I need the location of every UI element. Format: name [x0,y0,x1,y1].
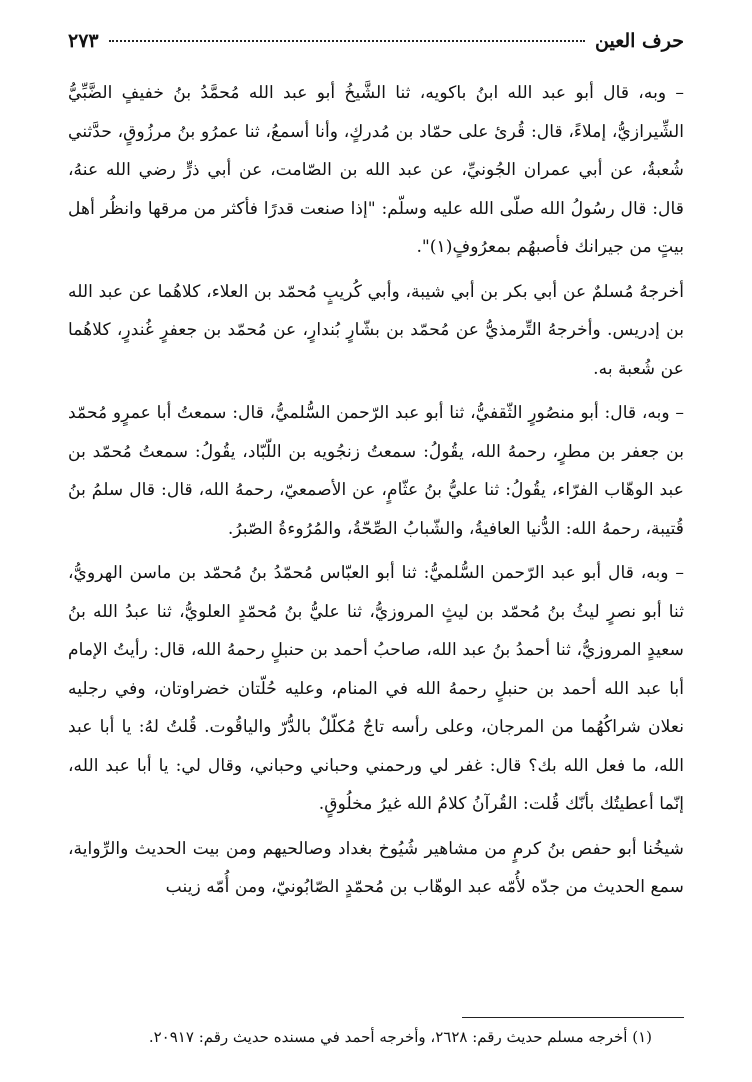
paragraph-takhrij: أخرجهُ مُسلمٌ عن أبي بكر بن أبي شيبة، وأبي كُريبٍ مُحمّد بن العلاء، كلاهُما عن عبد الله بن إدريس. وأخرجهُ التِّرمذيُّ عن مُحمّد بن بشّارٍ بُندارٍ، عن مُحمّد بن جعفرٍ غُندرٍ، كلاهُما عن شُعبة به. [68,281,684,379]
paragraph-athar-2: – وبه، قال: أبو منصُورٍ الثّقفيُّ، ثنا أبو عبد الرّحمن السُّلميُّ، قال: سمعتُ أبا عمرٍو مُحمّد بن جعفر بن مطرٍ، رحمهُ الله، يقُولُ: سمعتُ زنجُويه بن اللّبّاد، يقُولُ: سمعتُ مُحمّد بن عبد الوهّاب الفرّاء، يقُولُ: ثنا عليُّ بنُ عثّامٍ، عن الأصمعيّ، رحمهُ الله، قال: قال سلمُ بنُ قُتيبة، رحمهُ الله: الدُّنيا العافيةُ، والشّبابُ الصِّحّةُ، والمُرُوءةُ الصّبرُ. [68,403,684,539]
body-text [68,74,684,907]
footnote: (١) أخرجه مسلم حديث رقم: ٢٦٢٨، وأخرجه أحمد في مسنده حديث رقم: ٢٠٩١٧. [148,1028,652,1046]
page-number: ٢٧٣ [68,30,99,52]
footnote-separator [462,1017,684,1018]
dotted-leader [109,40,585,42]
paragraph-athar-3: – وبه، قال أبو عبد الرّحمن السُّلميُّ: ثنا أبو العبّاس مُحمّدُ بنُ مُحمّد بن ماسن الهرويُّ، ثنا أبو نصرٍ ليثُ بنُ مُحمّد بن ليثٍ المروزيُّ، ثنا عليُّ بنُ مُحمّدٍ العلويُّ، ثنا عبدُ الله بنُ سعيدٍ المروزيُّ، ثنا أحمدُ بنُ عبد الله، صاحبُ أحمد بن حنبلٍ رحمهُ الله، قال: رأيتُ الإمام أبا عبد الله أحمد بن حنبلٍ رحمهُ الله في المنام، وعليه حُلّتان خضراوتان، وفي رجليه نعلان شراكُهُما من المرجان، وعلى رأسه تاجٌ مُكلّلٌ بالدُّرّ والياقُوت. قُلتُ لهُ: يا أبا عبد الله، ما فعل الله بك؟ قال: غفر لي ورحمني وحباني وحباني، وقال لي: يا أبا عبد الله، إنّما أعطيتُك بأنّك قُلت: القُرآنُ كلامُ الله غيرُ مخلُوقٍ. [68,563,684,814]
running-header [68,30,684,64]
chapter-title: حرف العين [595,30,684,52]
paragraph-hadith-1: – وبه، قال أبو عبد الله ابنُ باكويه، ثنا الشَّيخُ أبو عبد الله مُحمَّدُ بنُ خفيفٍ الضَّبِّيُّ الشِّيرازيُّ، إملاءً، قال: قُرئ على حمّاد بن مُدركٍ، وأنا أسمعُ، ثنا عمرُو بنُ مرزُوقٍ، حدَّثني شُعبةُ، عن أبي عمران الجُونيِّ، عن عبد الله بن الصّامت، عن أبي ذرٍّ رضي الله عنهُ، قال: قال رسُولُ الله صلّى الله عليه وسلّم: "إذا صنعت قدرًا فأكثر من مرقها وانظُر أهل بيتٍ من جيرانك فأصبهُم بمعرُوفٍ(١)". [68,83,684,257]
paragraph-biography: شيخُنا أبو حفص بنُ كرمٍ من مشاهير شُيُوخ بغداد وصالحيهم ومن بيت الحديث والرِّواية، سمع الحديث من جدّه لأُمّه عبد الوهّاب بن مُحمّدٍ الصّابُونيّ، ومن أُمّه زينب [68,838,684,897]
